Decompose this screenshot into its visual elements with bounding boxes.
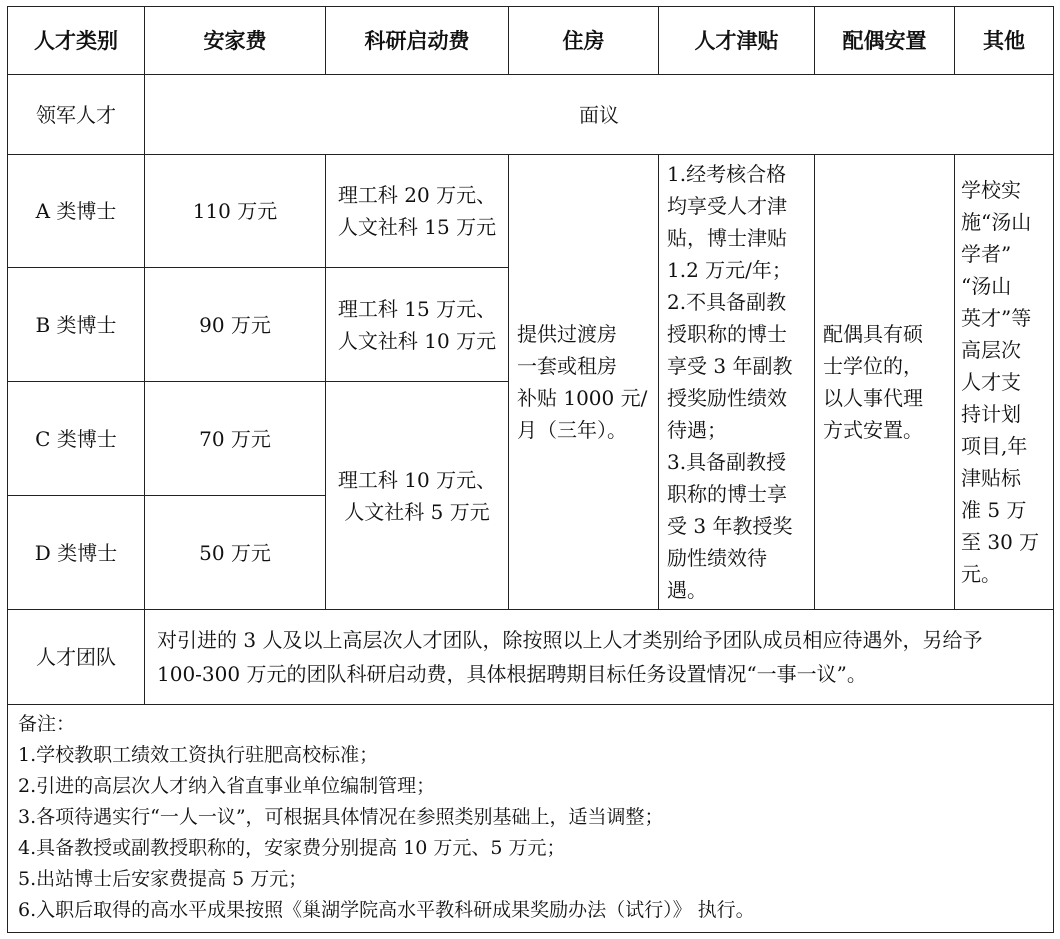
- row-cd-research: [326, 382, 509, 610]
- talent-policy-table: [7, 6, 1054, 933]
- header-research-fund: 科研启动费: [326, 7, 509, 75]
- header-allowance: 人才津贴: [659, 7, 815, 75]
- row-b-category: B 类博士: [8, 268, 145, 382]
- team-description: [145, 610, 1054, 705]
- allowance-cell: [659, 155, 815, 610]
- other-line: 英才”等: [961, 306, 1032, 330]
- spouse-cell: [815, 155, 955, 610]
- leader-value: 面议: [145, 75, 1054, 155]
- notes-title: 备注：: [18, 713, 76, 735]
- allowance-line: 均享受人才津: [667, 194, 787, 218]
- row-a-settling: 110 万元: [145, 155, 326, 268]
- other-line: 学者”: [961, 242, 1012, 266]
- housing-line: 补贴 1000 元/: [517, 386, 648, 410]
- other-line: 元。: [961, 562, 1001, 586]
- other-line: 项目,年: [961, 434, 1028, 458]
- spouse-line: 方式安置。: [823, 418, 923, 442]
- research-a-line: 理工科 20 万元、: [337, 183, 497, 207]
- research-b-line: 理工科 15 万元、: [337, 296, 497, 321]
- header-category: 人才类别: [8, 7, 145, 75]
- other-line: 准 5 万: [961, 498, 1027, 522]
- note-item: 1.学校教职工绩效工资执行驻肥高校标准；: [18, 744, 379, 766]
- header-row: [8, 7, 1054, 75]
- table-row: [8, 155, 1054, 268]
- team-line: 对引进的 3 人及以上高层次人才团队，除按照以上人才类别给予团队成员相应待遇外，另给予: [157, 628, 983, 652]
- housing-line: 提供过渡房: [517, 322, 617, 346]
- allowance-line: 1.2 万元/年；: [667, 258, 792, 282]
- allowance-line: 贴，博士津贴: [667, 226, 787, 250]
- note-item: 2.引进的高层次人才纳入省直事业单位编制管理；: [18, 775, 436, 797]
- header-other: 其他: [955, 7, 1054, 75]
- team-category: 人才团队: [8, 610, 145, 705]
- research-cd-line: 理工科 10 万元、: [337, 467, 497, 492]
- leader-row: [8, 75, 1054, 155]
- other-line: 施“汤山: [961, 210, 1032, 234]
- spouse-line: 士学位的，: [823, 354, 923, 378]
- row-d-settling: 50 万元: [145, 496, 326, 610]
- allowance-line: 授奖励性绩效: [667, 386, 787, 410]
- row-a-research: [326, 155, 509, 268]
- row-c-settling: 70 万元: [145, 382, 326, 496]
- header-settling-fee: 安家费: [145, 7, 326, 75]
- other-line: 至 30 万: [961, 530, 1040, 554]
- allowance-line: 1.经考核合格: [667, 162, 787, 186]
- other-cell: [955, 155, 1054, 610]
- allowance-line: 2.不具备副教: [667, 290, 787, 314]
- note-item: 5.出站博士后安家费提高 5 万元；: [18, 868, 308, 890]
- header-housing: 住房: [509, 7, 659, 75]
- team-row: [8, 610, 1054, 705]
- other-line: 津贴标: [961, 466, 1021, 490]
- row-b-research: [326, 268, 509, 382]
- allowance-line: 职称的博士享: [667, 482, 787, 506]
- note-item: 6.入职后取得的高水平成果按照《巢湖学院高水平教科研成果奖励办法（试行）》 执行。: [18, 899, 755, 921]
- policy-table-wrapper: [7, 6, 1053, 933]
- allowance-line: 受 3 年教授奖: [667, 514, 793, 538]
- research-a-line: 人文社科 15 万元: [337, 215, 497, 239]
- research-cd-line: 人文社科 5 万元: [344, 499, 490, 524]
- housing-line: 月（三年）。: [517, 418, 627, 442]
- research-b-line: 人文社科 10 万元: [337, 328, 497, 353]
- note-item: 3.各项待遇实行“一人一议”，可根据具体情况在参照类别基础上，适当调整；: [18, 806, 664, 828]
- other-line: 高层次: [961, 338, 1021, 362]
- other-line: “汤山: [961, 274, 1012, 298]
- team-line: 100-300 万元的团队科研启动费，具体根据聘期目标任务设置情况“一事一议”。: [157, 662, 867, 686]
- row-a-category: A 类博士: [8, 155, 145, 268]
- allowance-line: 遇。: [667, 578, 707, 602]
- allowance-line: 享受 3 年副教: [667, 354, 793, 378]
- housing-line: 一套或租房: [517, 354, 617, 378]
- housing-cell: [509, 155, 659, 610]
- allowance-line: 3.具备副教授: [667, 450, 787, 474]
- leader-category: 领军人才: [8, 75, 145, 155]
- allowance-line: 授职称的博士: [667, 322, 787, 346]
- other-line: 人才支: [961, 370, 1021, 394]
- other-line: 学校实: [961, 178, 1021, 202]
- allowance-line: 待遇；: [667, 418, 727, 442]
- row-b-settling: 90 万元: [145, 268, 326, 382]
- spouse-line: 配偶具有硕: [823, 322, 923, 346]
- header-spouse: 配偶安置: [815, 7, 955, 75]
- notes-row: [8, 705, 1054, 933]
- note-item: 4.具备教授或副教授职称的，安家费分别提高 10 万元、5 万元；: [18, 837, 566, 859]
- row-c-category: C 类博士: [8, 382, 145, 496]
- allowance-line: 励性绩效待: [667, 546, 767, 570]
- other-line: 持计划: [961, 402, 1021, 426]
- row-d-category: D 类博士: [8, 496, 145, 610]
- spouse-line: 以人事代理: [823, 386, 923, 410]
- notes-cell: [8, 705, 1054, 933]
